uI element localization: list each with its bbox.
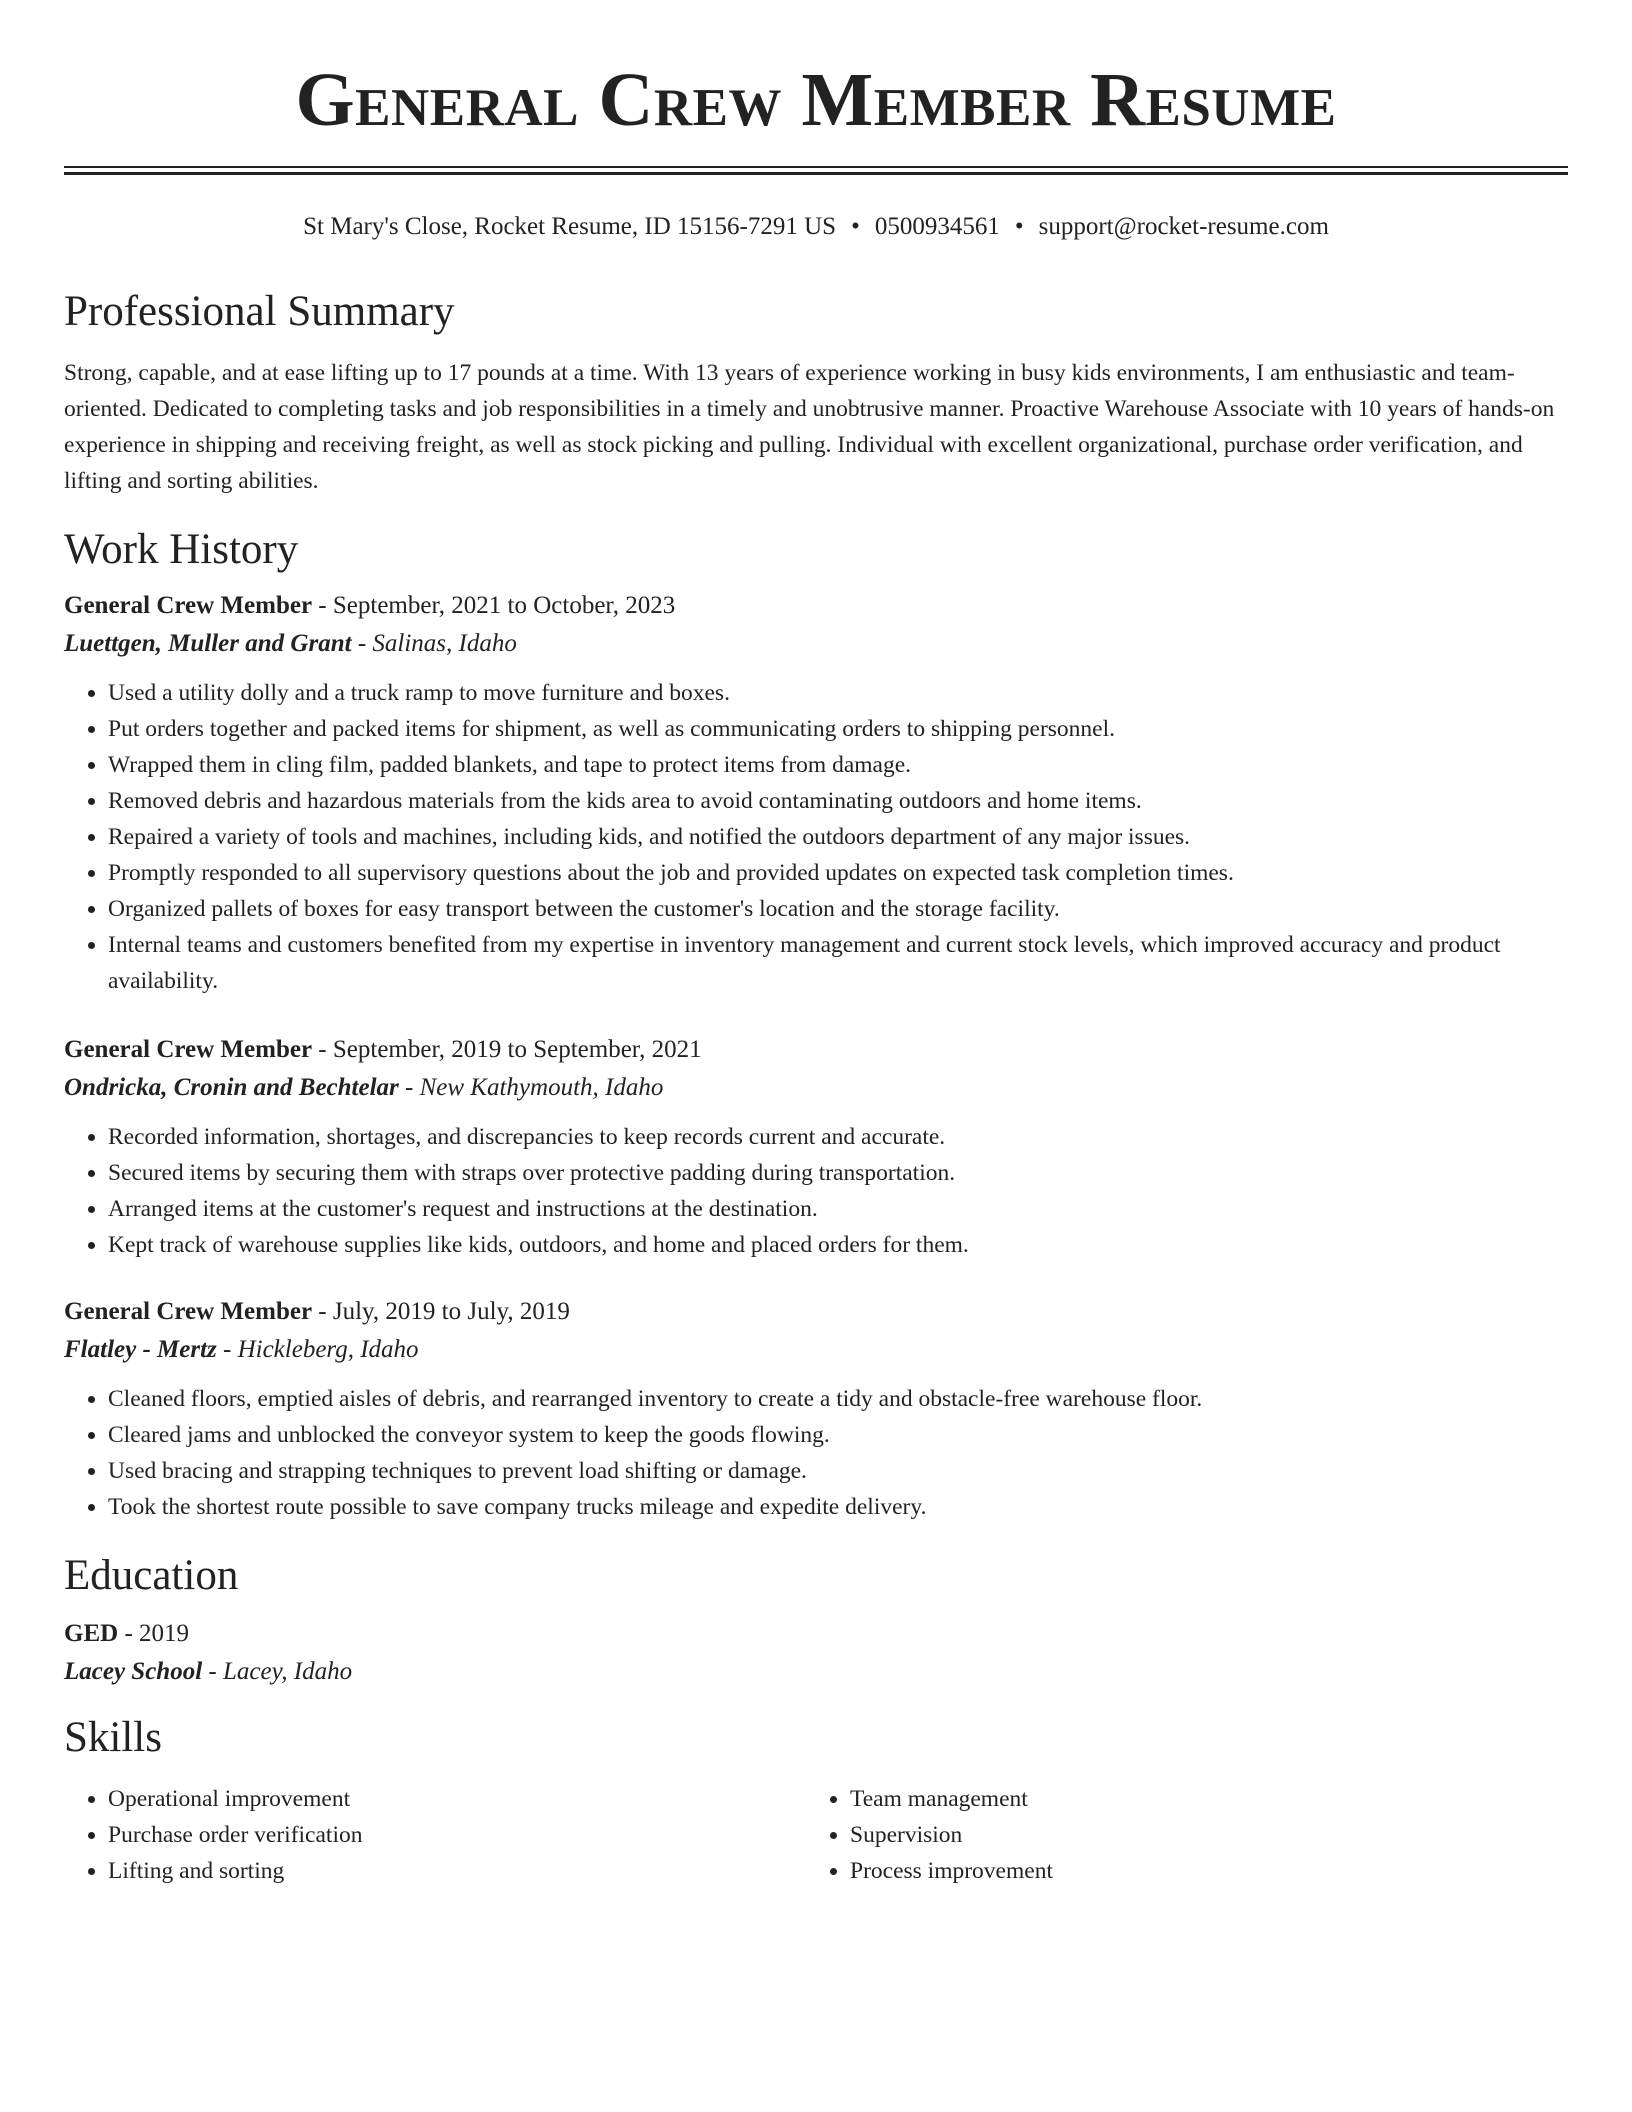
contact-address: St Mary's Close, Rocket Resume, ID 15156-7291 US [303, 213, 837, 240]
job-duty: • Cleaned floors, emptied aisles of debris, and rearranged inventory to create a tidy and obstacle-free warehouse floor. [108, 1381, 1568, 1417]
education-heading: Education [64, 1552, 239, 1599]
summary-heading: Professional Summary [64, 288, 455, 335]
contact-email: support@rocket-resume.com [1038, 213, 1329, 240]
skills-grid [64, 1781, 1568, 1889]
skills-heading: Skills [64, 1714, 162, 1761]
job-title-line [64, 591, 1568, 621]
education-school-line [64, 1657, 1568, 1687]
skill-item: • Team management [850, 1781, 1548, 1817]
job-duty: • Promptly responded to all supervisory questions about the job and provided updates on expected task completion times. [108, 855, 1568, 891]
job-duties-list [64, 1381, 1568, 1525]
title-divider [64, 166, 1568, 175]
education-location: - Lacey, Idaho [202, 1658, 353, 1685]
skill-item: • Purchase order verification [108, 1817, 806, 1853]
education-degree-line [64, 1619, 1568, 1649]
employer-name: Luettgen, Muller and Grant [64, 630, 352, 657]
job-duty: • Recorded information, shortages, and discrepancies to keep records current and accurate. [108, 1119, 1568, 1155]
job-dates: - September, 2019 to September, 2021 [312, 1036, 702, 1063]
job-duty: • Cleared jams and unblocked the conveyor system to keep the goods flowing. [108, 1417, 1568, 1453]
contact-separator: • [851, 213, 860, 240]
skills-list [64, 1781, 806, 1889]
job-duty: • Put orders together and packed items for shipment, as well as communicating orders to shipping personnel. [108, 711, 1568, 747]
job-role: General Crew Member [64, 1298, 313, 1325]
employer-line [64, 629, 1568, 659]
job-dates: - July, 2019 to July, 2019 [312, 1298, 570, 1325]
employer-location: - Salinas, Idaho [351, 630, 517, 657]
job-duty: • Organized pallets of boxes for easy transport between the customer's location and the storage facility. [108, 891, 1568, 927]
skill-item: • Process improvement [850, 1853, 1548, 1889]
job-duty: • Took the shortest route possible to save company trucks mileage and expedite delivery. [108, 1489, 1568, 1525]
education-degree: GED [64, 1620, 119, 1647]
skills-list [806, 1781, 1548, 1889]
employer-name: Ondricka, Cronin and Bechtelar [64, 1074, 399, 1101]
job-duty: • Used a utility dolly and a truck ramp to move furniture and boxes. [108, 675, 1568, 711]
job-duty: • Wrapped them in cling film, padded blankets, and tape to protect items from damage. [108, 747, 1568, 783]
job-entry [64, 1035, 1568, 1263]
job-duty: • Used bracing and strapping techniques to prevent load shifting or damage. [108, 1453, 1568, 1489]
job-role: General Crew Member [64, 592, 313, 619]
education-entry [64, 1619, 1568, 1687]
employer-name: Flatley - Mertz [64, 1336, 217, 1363]
skills-column-right [806, 1781, 1548, 1889]
skill-item: • Supervision [850, 1817, 1548, 1853]
employer-location: - Hickleberg, Idaho [216, 1336, 419, 1363]
job-duties-list [64, 675, 1568, 999]
employer-line [64, 1073, 1568, 1103]
contact-line [64, 211, 1568, 243]
resume-page [64, 0, 1568, 1889]
job-duty: • Internal teams and customers benefited from my expertise in inventory management and current stock levels, which improved accuracy and product availability. [108, 927, 1568, 999]
job-entry [64, 591, 1568, 999]
education-school: Lacey School [64, 1658, 203, 1685]
job-duty: • Arranged items at the customer's request and instructions at the destination. [108, 1191, 1568, 1227]
job-title-line [64, 1035, 1568, 1065]
employer-location: - New Kathymouth, Idaho [398, 1074, 664, 1101]
job-duty: • Secured items by securing them with straps over protective padding during transportation. [108, 1155, 1568, 1191]
skills-column-left [64, 1781, 806, 1889]
employer-line [64, 1335, 1568, 1365]
job-duty: • Repaired a variety of tools and machines, including kids, and notified the outdoors department of any major issues. [108, 819, 1568, 855]
contact-separator: • [1014, 213, 1024, 240]
summary-text: Strong, capable, and at ease lifting up to 17 pounds at a time. With 13 years of experience working in busy kids environments, I am enthusiastic and team-oriented. Dedicated to completing tasks and job responsibilities in a timely and unobtrusive manner. Proactive Warehouse Associate with 10 years of hands-on experience in shipping and receiving freight, as well as stock picking and pulling. Individual with excellent organizational, purchase order verification, and lifting and sorting abilities. [64, 360, 1555, 494]
job-dates: - September, 2021 to October, 2023 [312, 592, 676, 619]
job-title-line [64, 1297, 1568, 1327]
work-history-heading: Work History [64, 526, 299, 573]
job-entry [64, 1297, 1568, 1525]
job-duty: • Removed debris and hazardous materials from the kids area to avoid contaminating outdoors and home items. [108, 783, 1568, 819]
skill-item: • Operational improvement [108, 1781, 806, 1817]
education-year: - 2019 [118, 1620, 190, 1647]
job-role: General Crew Member [64, 1036, 313, 1063]
job-duty: • Kept track of warehouse supplies like kids, outdoors, and home and placed orders for them. [108, 1227, 1568, 1263]
resume-title: General Crew Member Resume [295, 58, 1337, 142]
skill-item: • Lifting and sorting [108, 1853, 806, 1889]
job-duties-list [64, 1119, 1568, 1263]
contact-phone: 0500934561 [874, 213, 1000, 240]
